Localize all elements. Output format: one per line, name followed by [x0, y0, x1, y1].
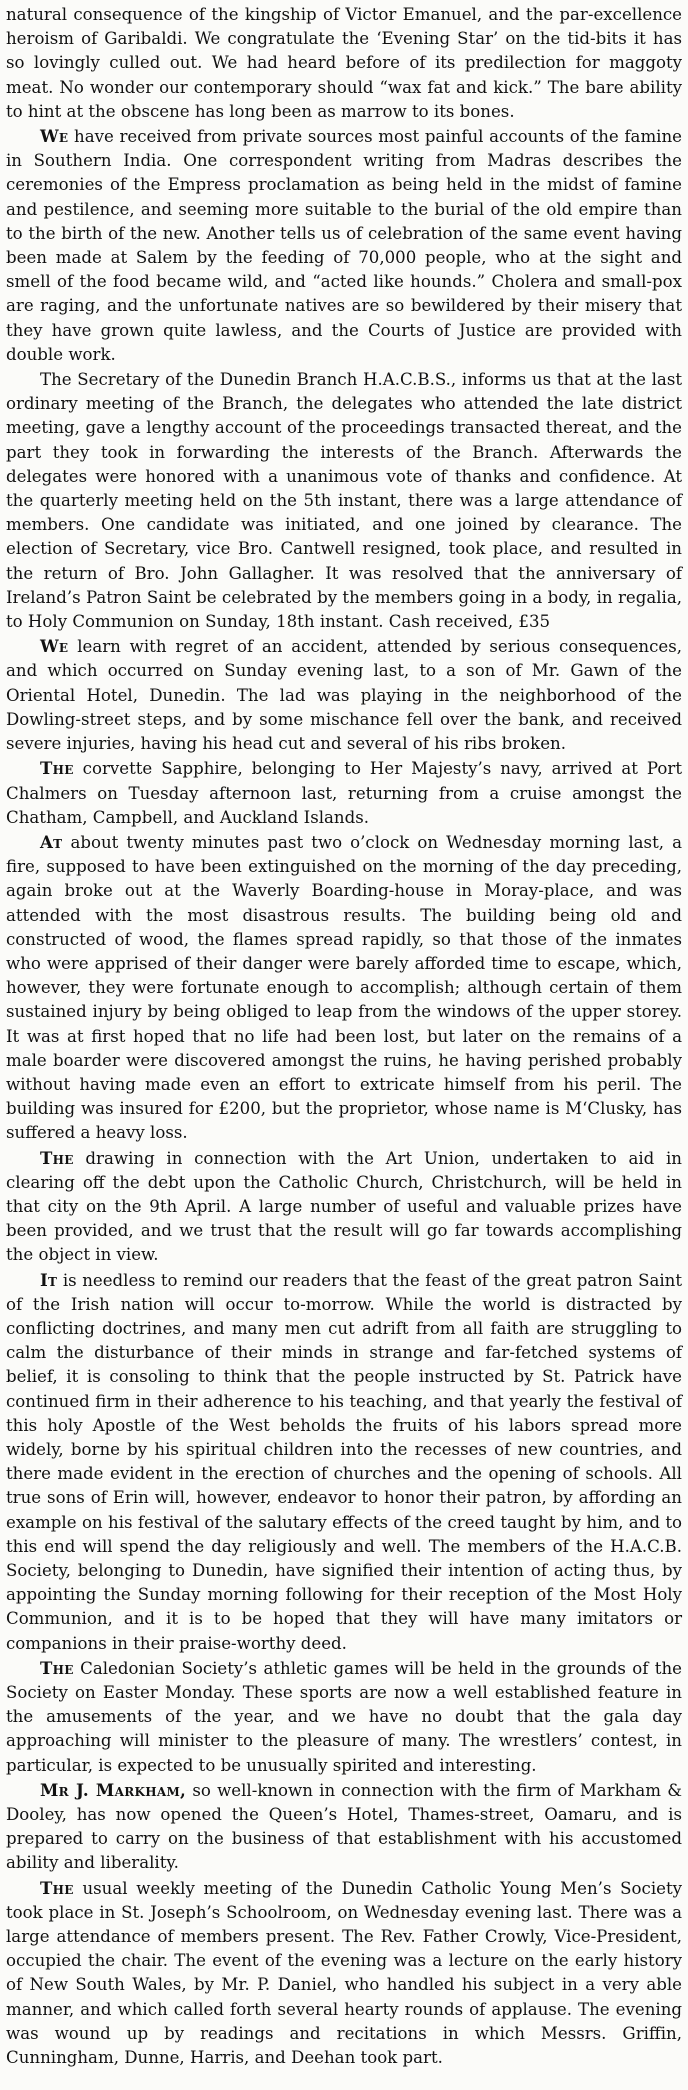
paragraph-caledonian	[6, 1656, 682, 1778]
paragraph-lead: The	[40, 1657, 74, 1678]
paragraph-lead: We	[40, 126, 69, 147]
paragraph-text: natural consequence of the kingship of Victor Emanuel, and the par-excellence heroism of Garibaldi. We congratulate the ‘Evening Star’ on the tid-bits it has so lovingly culled out. We had heard before of its predilection for maggoty meat. No wonder our contemporary should “wax fat and kick.” The bare ability to hint at the obscene has long been as marrow to its bones.	[6, 5, 682, 121]
paragraph-text: corvette Sapphire, belonging to Her Majesty’s navy, arrived at Port Chalmers on Tuesday afternoon last, returning from a cruise amongst the Chatham, Campbell, and Auckland Islands.	[6, 759, 682, 827]
paragraph-text: is needless to remind our readers that the feast of the great patron Saint of the Irish nation will occur to-morrow. While the world is distracted by conflicting doctrines, and many men cut adrift from all faith are struggling to calm the disturbance of their minds in strange and far-fetched systems of belief, it is consoling to think that the people instructed by St. Patrick have continued firm in their adherence to his teaching, and that yearly the festival of this holy Apostle of the West beholds the fruits of his labors spread more widely, borne by his spiritual children into the recesses of new countries, and there made evident in the erection of churches and the opening of schools. All true sons of Erin will, however, endeavor to honor their patron, by affording an example on his festival of the salutary effects of the creed taught by him, and to this end will spend the day religiously and well. The members of the H.A.C.B. Society, belonging to Dunedin, have signified their intention of acting thus, by appointing the Sunday morning following for their reception of the Most Holy Communion, and it is to be hoped that they will have many imitators or companions in their praise-worthy deed.	[6, 1270, 682, 1653]
paragraph-text: The Secretary of the Dunedin Branch H.A.C.B.S., informs us that at the last ordinary meeting of the Branch, the delegates who attended the late district meeting, gave a lengthy account of the proceedings transacted thereat, and the part they took in forwarding the interests of the Branch. Afterwards the delegates were honored with a unanimous vote of thanks and confidence. At the quarterly meeting held on the 5th instant, there was a large attendance of members. One candidate was initiated, and one joined by clearance. The election of Secretary, vice Bro. Cantwell resigned, took place, and resulted in the return of Bro. John Gallagher. It was resolved that the anniversary of Ireland’s Patron Saint be celebrated by the members going in a body, in regalia, to Holy Communion on Sunday, 18th instant. Cash received, £35	[6, 370, 682, 632]
paragraph-accident	[6, 634, 682, 756]
paragraph-hacbs-dunedin	[6, 367, 682, 634]
paragraph-famine-india	[6, 124, 682, 367]
paragraph-lead: Mr J. Markham,	[40, 1779, 187, 1800]
paragraph-text: drawing in connection with the Art Union, undertaken to aid in clearing off the debt upon the Catholic Church, Christchurch, will be held in that city on the 9th April. A large number of useful and valuable prizes have been provided, and we trust that the result will go far towards accomplishing the object in view.	[6, 1148, 682, 1265]
paragraph-markham	[6, 1778, 682, 1876]
paragraph-lead: The	[40, 1877, 74, 1898]
paragraph-lead: We	[40, 636, 69, 657]
paragraph-text: about twenty minutes past two o’clock on Wednesday morning last, a fire, supposed to have been extinguished on the morning of the day preceding, again broke out at the Waverly Boarding-house in Moray-place, and was attended with the most disastrous results. The building being old and constructed of wood, the flames spread rapidly, so that those of the inmates who were apprised of their danger were barely afforded time to escape, which, however, they were fortunate enough to accomplish; although certain of them sustained injury by being obliged to leap from the windows of the upper storey. It was at first hoped that no life had been lost, but later on the remains of a male boarder were discovered amongst the ruins, he having perished probably without having made even an effort to extricate himself from his peril. The building was insured for £200, but the proprietor, whose name is M‘Clusky, has suffered a heavy loss.	[6, 832, 682, 1143]
paragraph-young-mens-society	[6, 1876, 682, 2071]
paragraph-art-union	[6, 1146, 682, 1268]
paragraph-text: learn with regret of an accident, attended by serious consequences, and which occurred on Sunday evening last, to a son of Mr. Gawn of the Oriental Hotel, Dunedin. The lad was playing in the neighborhood of the Dowling-street steps, and by some mischance fell over the bank, and received severe injuries, having his head cut and several of his ribs broken.	[6, 637, 682, 754]
paragraph-lead: The	[40, 1147, 74, 1168]
paragraph-st-patrick	[6, 1268, 682, 1656]
paragraph-sapphire	[6, 756, 682, 830]
paragraph-text: so well-known in connection with the firm of Markham & Dooley, has now opened the Queen’s Hotel, Thames-street, Oamaru, and is prepared to carry on the business of that establishment with his accustomed ability and liberality.	[6, 1780, 682, 1873]
paragraph-garibaldi	[6, 2, 682, 124]
paragraph-lead: At	[40, 831, 63, 852]
paragraph-lead: It	[40, 1269, 58, 1290]
paragraph-text: usual weekly meeting of the Dunedin Catholic Young Men’s Society took place in St. Joseph’s Schoolroom, on Wednesday evening last. There was a large attendance of members present. The Rev. Father Crowly, Vice-President, occupied the chair. The event of the evening was a lecture on the early history of New South Wales, by Mr. P. Daniel, who handled his subject in a very able manner, and which called forth several hearty rounds of applause. The evening was wound up by readings and recitations in which Messrs. Griffin, Cunningham, Dunne, Harris, and Deehan took part.	[6, 1878, 682, 2068]
paragraph-fire	[6, 830, 682, 1146]
paragraph-text: Caledonian Society’s athletic games will be held in the grounds of the Society on Easter Monday. These sports are now a well established feature in the amusements of the year, and we have no doubt that the gala day approaching will minister to the pleasure of many. The wrestlers’ contest, in particular, is expected to be unusually spirited and interesting.	[6, 1658, 682, 1775]
paragraph-text: have received from private sources most painful accounts of the famine in Southern India. One correspondent writing from Madras describes the ceremonies of the Empress proclamation as being held in the midst of famine and pestilence, and seeming more suitable to the burial of the old empire than to the birth of the new. Another tells us of celebration of the same event having been made at Salem by the feeding of 70,000 people, who at the sight and smell of the food became wild, and “acted like hounds.” Cholera and small-pox are raging, and the unfortunate natives are so bewildered by their misery that they have grown quite lawless, and the Courts of Justice are provided with double work.	[6, 127, 682, 364]
paragraph-lead: The	[40, 758, 74, 779]
